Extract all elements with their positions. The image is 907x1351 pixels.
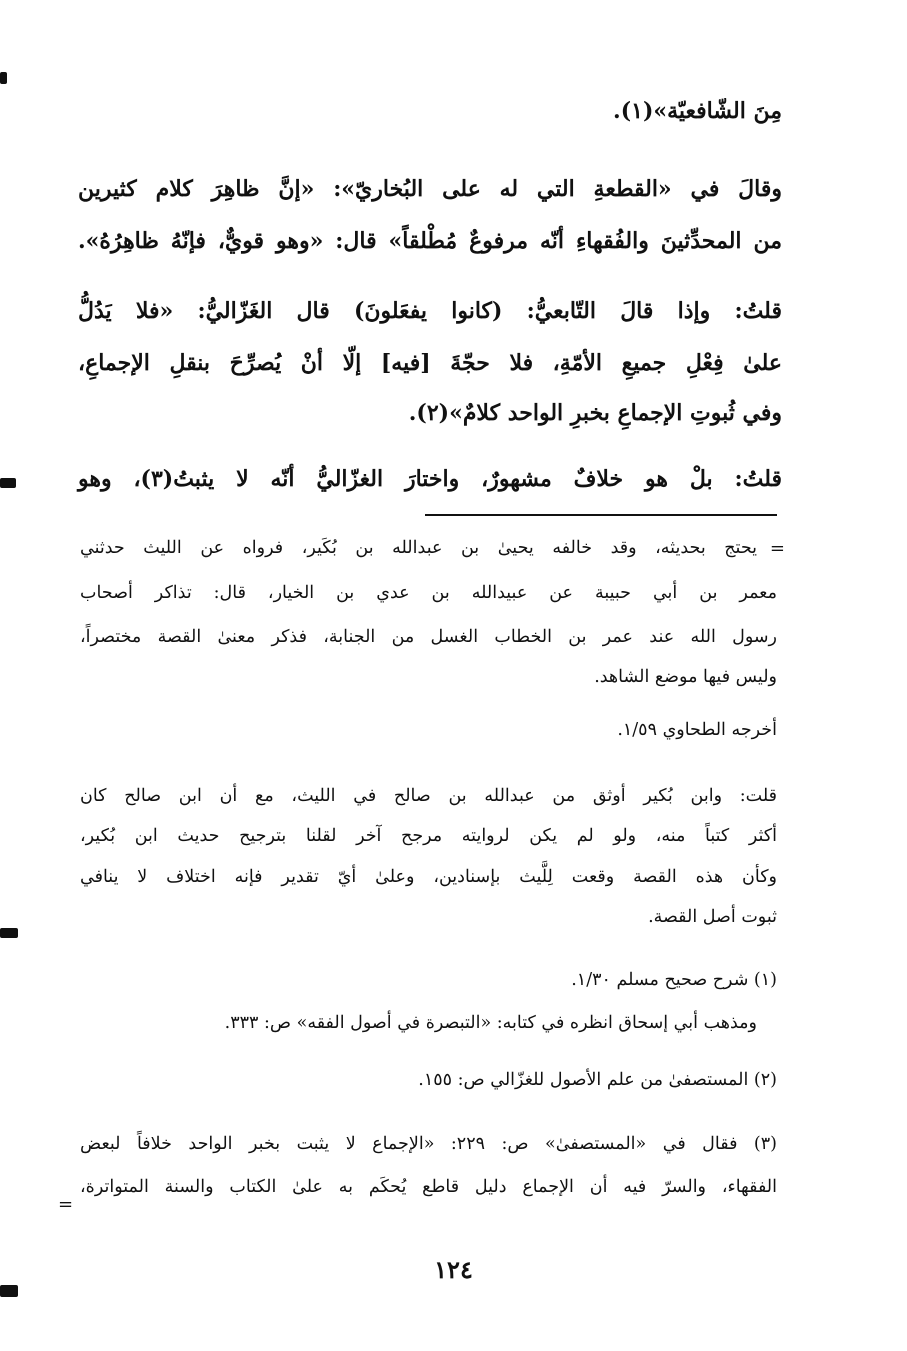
continuation-marker: = bbox=[58, 1194, 74, 1215]
footnote-3-line-2: الفقهاء، والسرّ فيه أن الإجماع دليل قاطع يُحكَم به علىٰ الكتاب والسنة المتواترة، bbox=[80, 1177, 777, 1197]
footnote-1: (١) شرح صحيح مسلم ١/٣٠. bbox=[571, 970, 777, 990]
continuation-marker: = bbox=[769, 538, 785, 559]
main-text-line: وقالَ في «القطعةِ التي له على البُخاريّ»: «إنَّ ظاهِرَ كلام كثيرين bbox=[78, 176, 782, 202]
footnote-line: أكثر كتباً منه، ولو لم يكن لروايته مرجح آخر لقلنا بترجيح حديث ابن بُكير، bbox=[80, 826, 777, 846]
page-number: ١٢٤ bbox=[434, 1255, 473, 1284]
footnote-line: معمر بن أبي حبيبة عن عبيدالله بن عدي بن الخيار، قال: تذاكر أصحاب bbox=[80, 583, 777, 603]
footnote-1-line-2: ومذهب أبي إسحاق انظره في كتابه: «التبصرة في أصول الفقه» ص: ٣٣٣. bbox=[224, 1013, 757, 1033]
footnote-line: ثبوت أصل القصة. bbox=[648, 907, 777, 927]
main-text-line: مِنَ الشّافعيّة»(١). bbox=[613, 98, 782, 124]
scan-mark bbox=[0, 478, 16, 488]
main-text-line: علىٰ فِعْلِ جميعِ الأمّةِ، فلا حجّةَ [فيه] إلّا أنْ يُصرِّحَ بنقلِ الإجماعِ، bbox=[78, 350, 782, 376]
footnote-line: قلت: وابن بُكير أوثق من عبدالله بن صالح في الليث، مع أن ابن صالح كان bbox=[80, 786, 777, 806]
footnote-separator bbox=[425, 514, 777, 516]
footnote-line: رسول الله عند عمر بن الخطاب الغسل من الجنابة، فذكر معنىٰ القصة مختصراً، bbox=[80, 627, 777, 647]
main-text-line: قلتُ: بلْ هو خلافٌ مشهورٌ، واختارَ الغزّاليُّ أنّه لا يثبتُ(٣)، وهو bbox=[78, 466, 783, 492]
scan-mark bbox=[0, 72, 7, 84]
footnote-line: وكأن هذه القصة وقعت لِلَّيث بإسنادين، وعلىٰ أيّ تقدير فإنه اختلاف لا ينافي bbox=[80, 867, 777, 887]
footnote-line: وليس فيها موضع الشاهد. bbox=[594, 667, 777, 687]
footnote-2: (٢) المستصفىٰ من علم الأصول للغزّالي ص: ١٥٥. bbox=[418, 1070, 777, 1090]
footnote-line: أخرجه الطحاوي ١/٥٩. bbox=[617, 720, 777, 740]
main-text-line: من المحدِّثينَ والفُقهاءِ أنّه مرفوعٌ مُطْلقاً» قال: «وهو قويٌّ، فإنّهُ ظاهِرُهُ». bbox=[78, 228, 782, 254]
footnote-3: (٣) فقال في «المستصفىٰ» ص: ٢٢٩: «الإجماع لا يثبت بخبر الواحد خلافاً لبعض bbox=[80, 1134, 777, 1154]
main-text-line: وفي ثُبوتِ الإجماعِ بخبرِ الواحد كلامٌ»(٢). bbox=[408, 400, 782, 426]
footnote-line: يحتج بحديثه، وقد خالفه يحيىٰ بن عبدالله بن بُكَير، فرواه عن الليث حدثني bbox=[80, 538, 757, 558]
scan-mark bbox=[0, 1285, 18, 1297]
scan-mark bbox=[0, 928, 18, 938]
main-text-line: قلتُ: وإذا قالَ التّابعيُّ: (كانوا يفعَلونَ) قال الغَزّاليُّ: «فلا يَدُلُّ bbox=[78, 298, 782, 324]
